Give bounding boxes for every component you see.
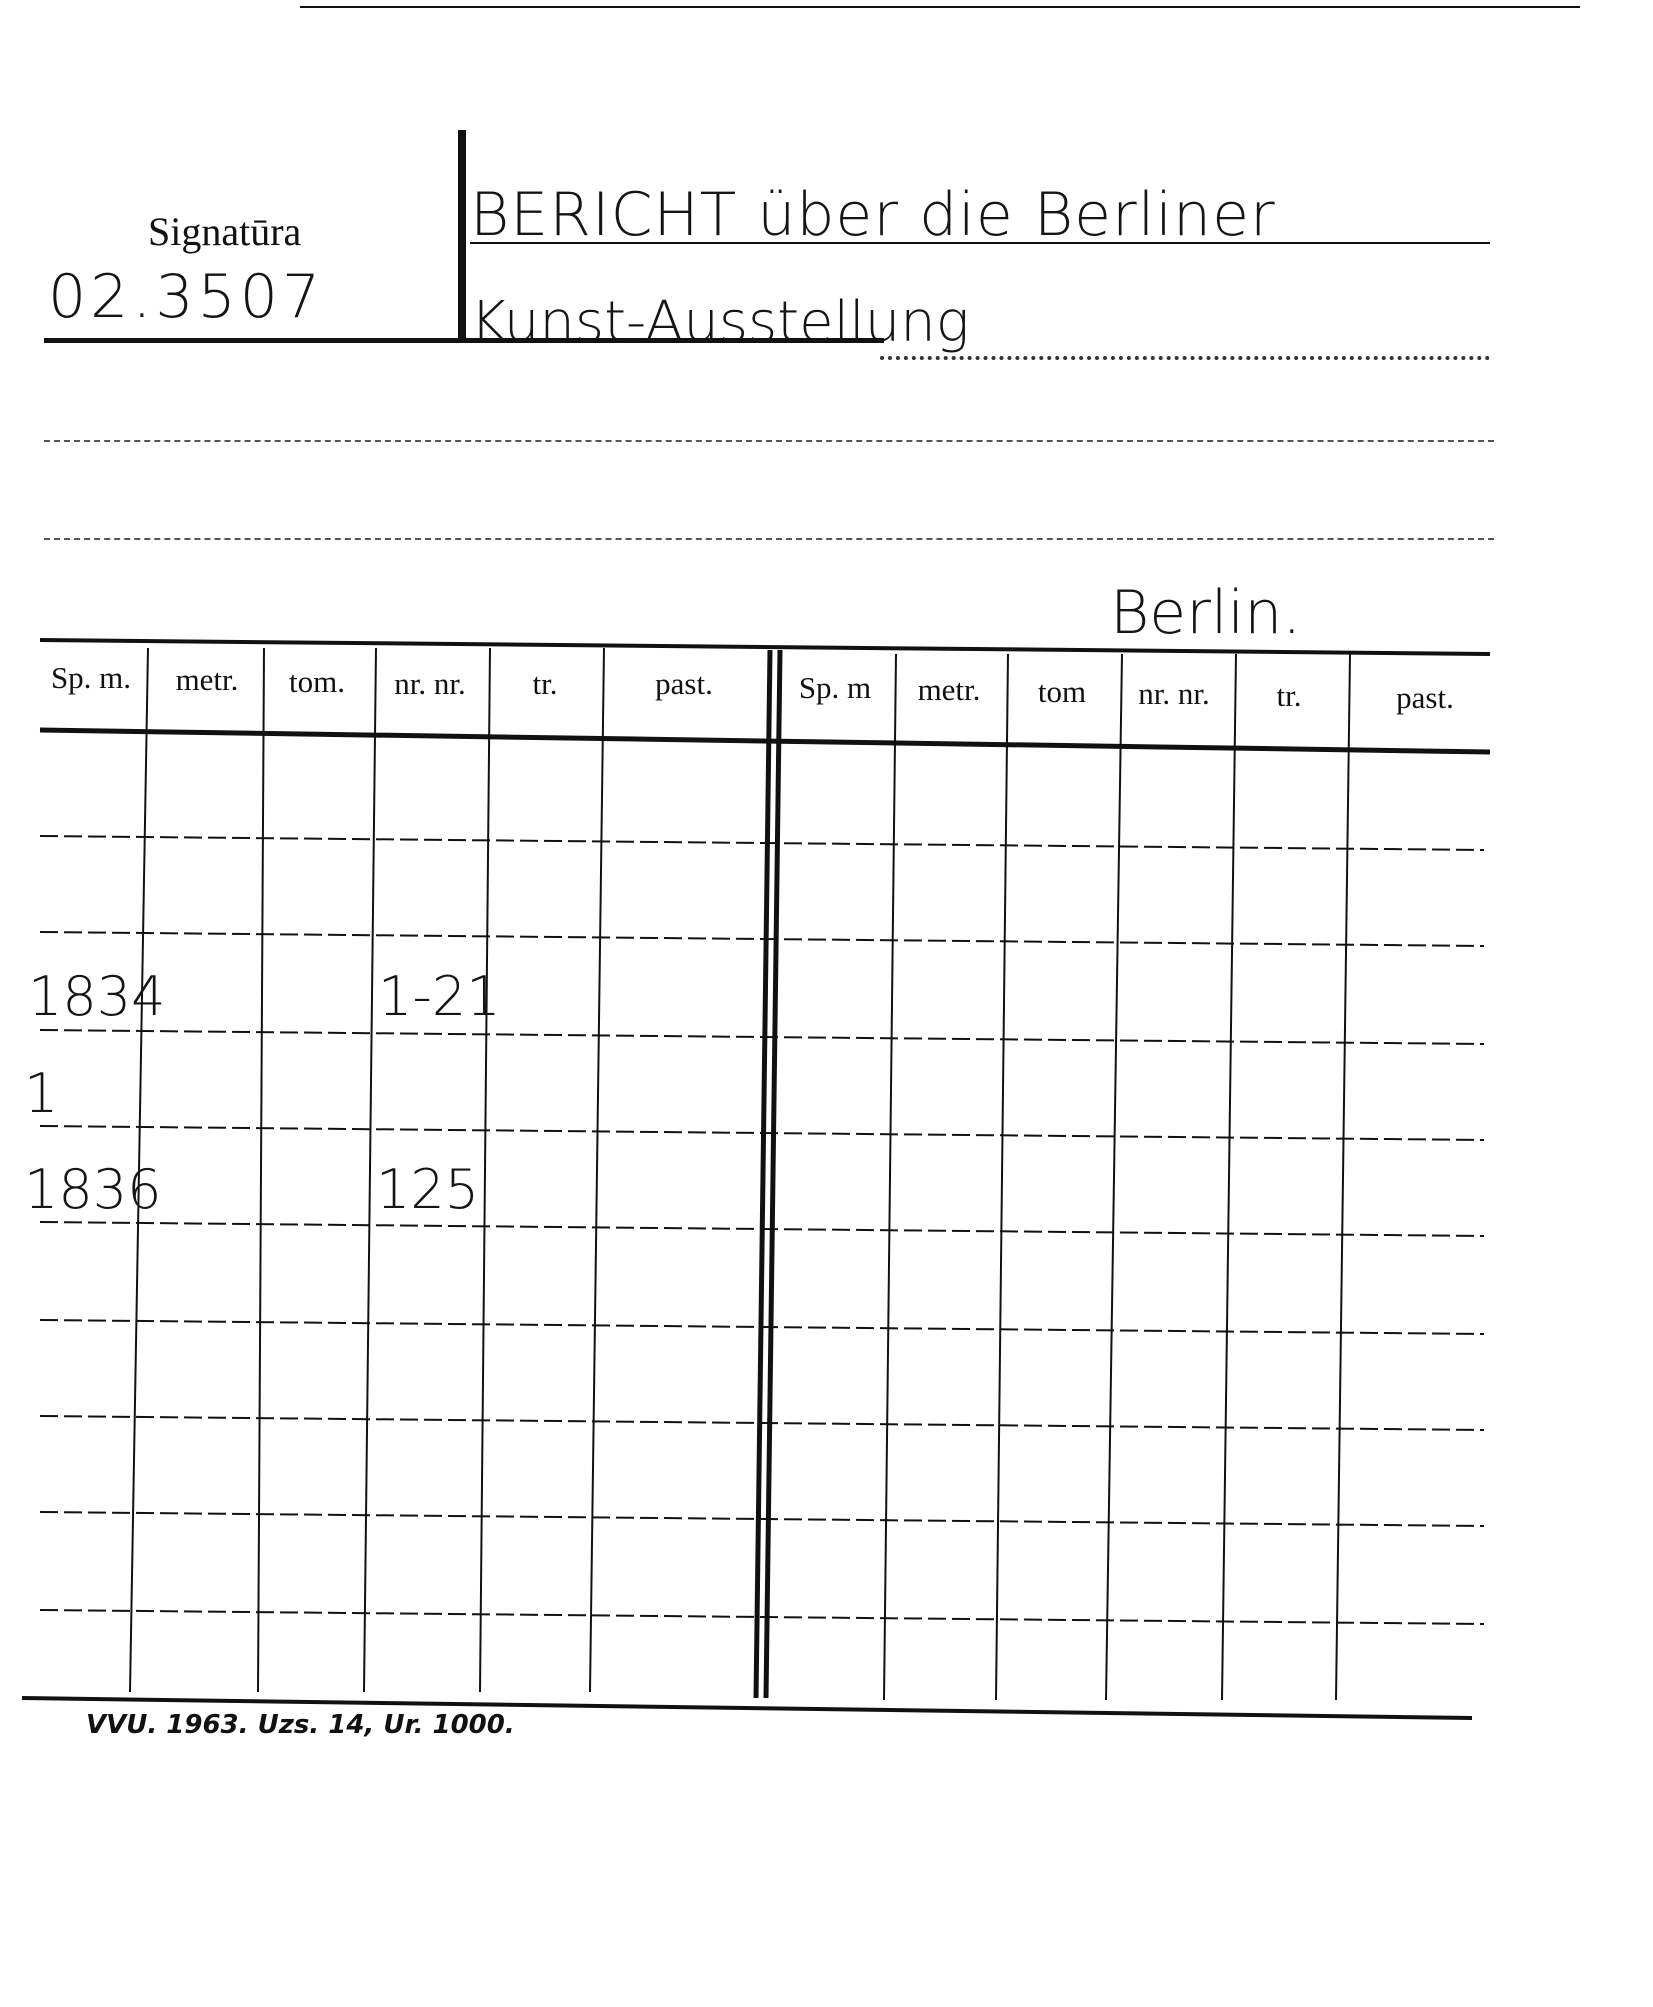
column-divider-left-3 bbox=[364, 648, 376, 1692]
row-3-nr-nr: 1-21 bbox=[378, 965, 501, 1028]
header-right-tr: tr. bbox=[1276, 678, 1302, 713]
column-divider-right-4 bbox=[1222, 654, 1236, 1700]
signature-label: Signatūra bbox=[148, 209, 302, 254]
header-right-tom: tom bbox=[1037, 674, 1087, 709]
row-rule-8 bbox=[40, 1512, 1484, 1526]
title-line-1: BERICHT über die Berliner bbox=[470, 180, 1276, 250]
column-divider-right-1 bbox=[884, 654, 896, 1700]
header-left-sp-m: Sp. m. bbox=[50, 660, 132, 695]
row-3-sp-m: 1834 bbox=[28, 965, 166, 1028]
column-divider-left-4 bbox=[480, 648, 490, 1692]
column-divider-right-3 bbox=[1106, 654, 1122, 1700]
table-top-rule bbox=[40, 640, 1490, 654]
header-left-past: past. bbox=[655, 666, 713, 701]
title-line-2: Kunst-Ausstellung bbox=[470, 290, 970, 355]
column-divider-right-5 bbox=[1336, 654, 1350, 1700]
place-name: Berlin. bbox=[1110, 578, 1302, 648]
header-right-nr-nr: nr. nr. bbox=[1138, 676, 1210, 711]
signature-value: 02.3507 bbox=[48, 262, 325, 332]
footer-print-note: VVU. 1963. Uzs. 14, Ur. 1000. bbox=[86, 1710, 515, 1740]
header-right-metr: metr. bbox=[917, 672, 981, 707]
column-divider-left-5 bbox=[590, 648, 604, 1692]
header-left-tom: tom. bbox=[289, 664, 345, 699]
row-5-nr-nr: 125 bbox=[376, 1158, 480, 1221]
row-rule-2 bbox=[40, 932, 1484, 946]
header-left-nr-nr: nr. nr. bbox=[394, 666, 466, 701]
header-left-metr: metr. bbox=[175, 662, 239, 697]
row-rule-3 bbox=[40, 1030, 1484, 1044]
header-left-tr: tr. bbox=[532, 666, 558, 701]
header-bottom-rule bbox=[40, 730, 1490, 752]
row-4-sp-m: 1 bbox=[24, 1062, 59, 1125]
header-right-sp-m: Sp. m bbox=[798, 670, 872, 705]
row-rule-1 bbox=[40, 836, 1484, 850]
column-divider-left-2 bbox=[258, 648, 264, 1692]
row-5-sp-m: 1836 bbox=[24, 1158, 162, 1221]
column-divider-right-2 bbox=[996, 654, 1008, 1700]
row-rule-9 bbox=[40, 1610, 1484, 1624]
header-right-past: past. bbox=[1396, 680, 1454, 715]
